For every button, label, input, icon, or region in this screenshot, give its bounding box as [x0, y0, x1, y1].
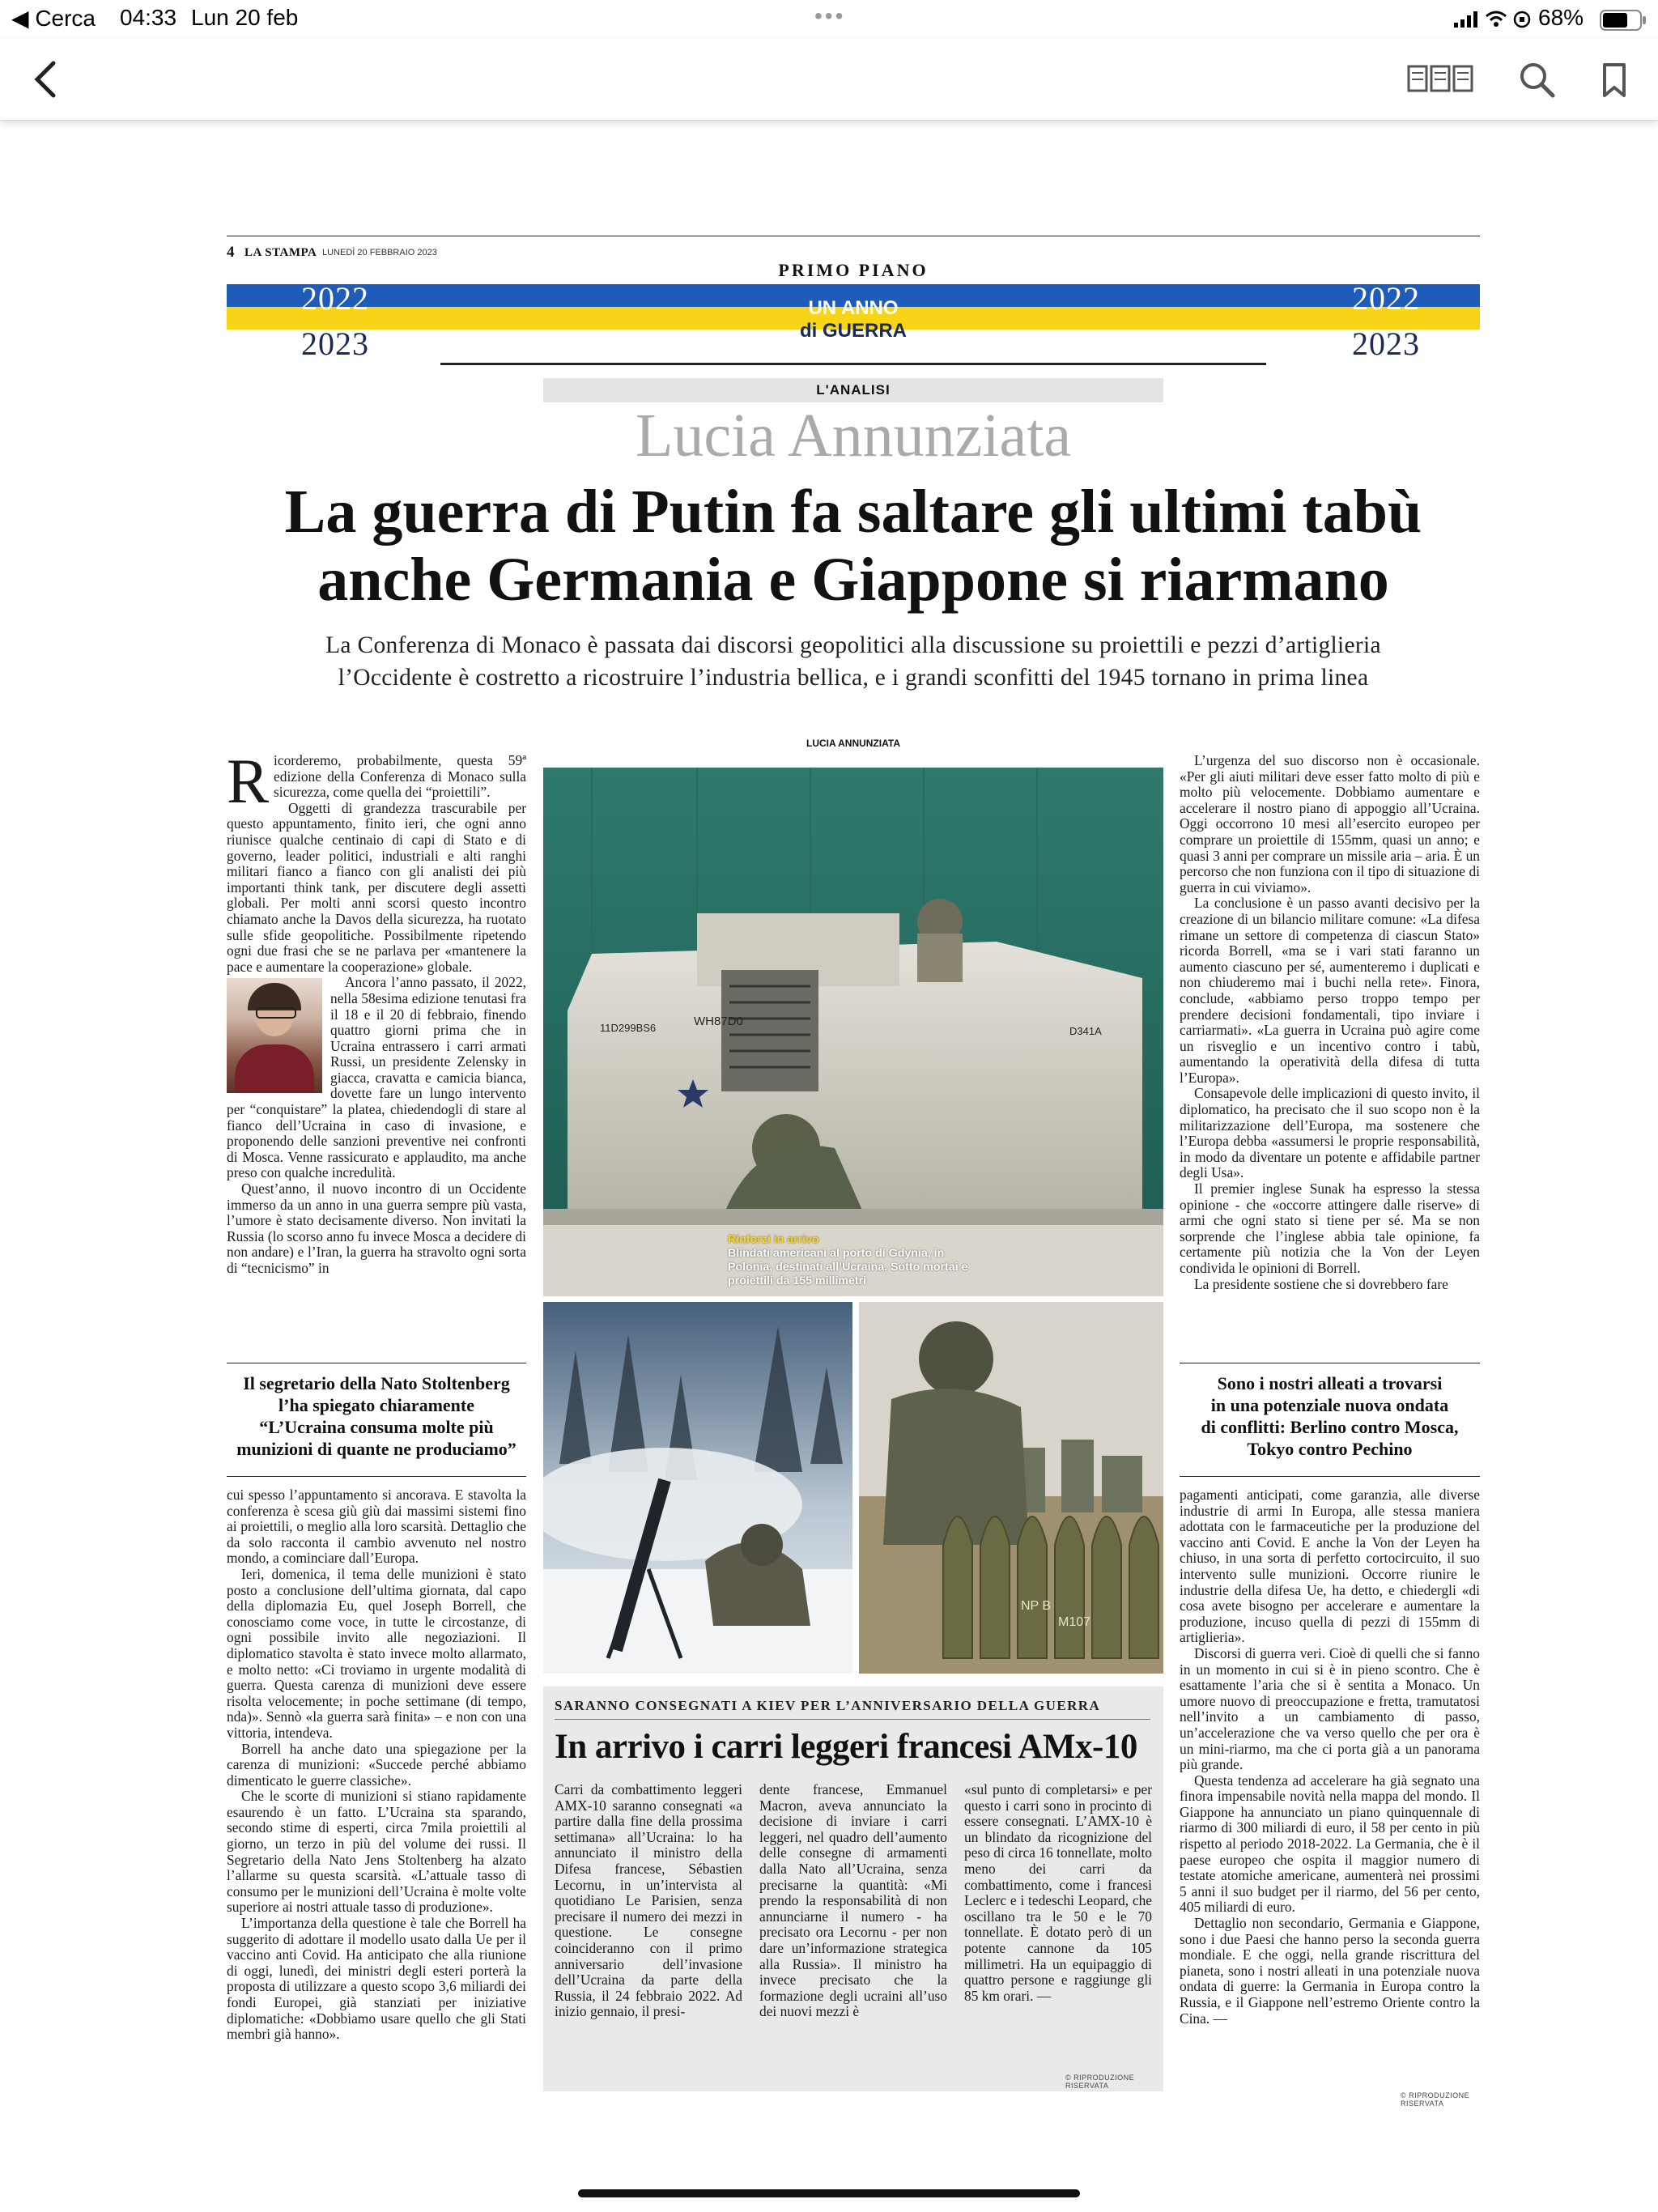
main-photo-armored-vehicle — [543, 768, 1163, 1296]
pull-quote-line: munizioni di quante ne produciamo” — [236, 1439, 517, 1459]
article-column-3-bottom — [1180, 1487, 1480, 2083]
banner-line-1: UN ANNO — [808, 297, 899, 319]
sidebar-column-1: Carri da combattimento leggeri AMX-10 saranno consegnati «a partire dalla fine della prossima settimana» all’Ucraina: lo ha annunciato il ministro della Difesa francese, Sébastien Lecornu, in un’intervista al quotidiano Le Parisien, senza precisare il numero dei mezzi in questione. Le consegne coincideranno con il primo anniversario dell’invasione dell’Ucraina da parte della Russia, il 24 febbraio 2022. Ad inizio gennaio, il presi- — [555, 1782, 742, 2020]
paragraph: Quest’anno, il nuovo incontro di un Occidente immerso da un anno in una guerra sempre più vasta, l’umore è stato decisamente diverso. Non invitati la Russia (lo scorso anno fu invece Mosca a decidere di non andare) e l’Iran, la guerra ha stravolto ogni sorta di “tecnicismo” in — [227, 1180, 526, 1276]
headline-line-2: anche Germania e Giappone si riarmano — [317, 546, 1389, 614]
battery-icon — [1600, 10, 1647, 31]
photo-artillery-shells — [859, 1302, 1163, 1674]
paragraph: Il premier inglese Sunak ha espresso la stessa opinione - che «occorre attingere dalle riserve» di armi che ogni stato si tiene per sé. Ma se non sorprende che l’inglese abbia tale opinione, fa certamente più notizia che la Von der Leyen condivida le opinioni di Borrell. — [1180, 1180, 1480, 1276]
sidebar-headline: In arrivo i carri leggeri francesi AMx-10 — [555, 1728, 1137, 1766]
paragraph: Oggetti di grandezza trascurabile per questo appuntamento, finito ieri, che ogni anno riunisce qualche centinaio di capi di Stato e di governo, leader politici, industriali e alti ranghi militari fianco a fianco con gli analisti dei più importanti think tank, per discutere degli assetti globali. Per molti anni scorsi questo incontro chiamato anche la Davos della sicurezza, ha ruotato sulle sfide geopolitiche. Possibilmente ripetendo ogni due frasi che se ne parlava per «mantenere la pace e aumentare la cooperazione» globale. — [227, 799, 526, 975]
pull-quote-line: Il segretario della Nato Stoltenberg — [243, 1373, 510, 1393]
article-column-1-top — [227, 753, 526, 1279]
paragraph: L’importanza della questione è tale che Borrell ha suggerito di adottare il modello usato dalla Ue per il vaccino anti Covid. Ha anticipato che alla riunione di oggi, lunedì, dei ministri degli esteri porterà la proposta di utilizzare a questo scopo 3,6 miliardi dei fondi Europei, già stanziati per iniziative diplomatiche: «Dobbiamo usare quello che gli Stati membri già hanno». — [227, 1915, 526, 2043]
paragraph: L’urgenza del suo discorso non è occasionale. «Per gli aiuti militari deve esser fatto molto di più e molto più velocemente. Dobbiamo aumentare e accelerare il nostro piano di appoggio all’Ucraina. Oggi occorrono 10 mesi all’esercito europeo per comprare un proiettile di 155mm, quasi un anno; e quasi 3 anni per comprare un missile aria – aria. È un percorso che non funziona con il tipo di situazione di guerra in cui viviamo». — [1180, 753, 1480, 895]
paragraph: pagamenti anticipati, come garanzia, alle diverse industrie di armi In Europa, alle stessa maniera adottata con le farmaceutiche per la produzione del vaccino anti Covid. E anche la Von der Leyen ha chiuso, in una sorta di perfetto cortocircuito, il suo intervento sulle munizioni. Occorre riunire le industrie della difesa Ue, ha detto, e chiedergli «di cosa avete bisogno per accelerare e aumentare la produzione, incuso quella di pezzi di 155mm di artiglieria». — [1180, 1487, 1480, 1646]
sidebar-kicker: SARANNO CONSEGNATI A KIEV PER L’ANNIVERSARIO DELLA GUERRA — [555, 1698, 1101, 1713]
home-indicator[interactable] — [578, 2189, 1080, 2197]
banner-year-right-bottom: 2023 — [1352, 325, 1420, 362]
reader-toolbar — [0, 39, 1658, 121]
wifi-icon — [1485, 10, 1507, 28]
pull-quote-left-bottom-rule — [227, 1476, 526, 1477]
banner-underline — [440, 363, 1266, 365]
deck-line-2: l’Occidente è costretto a ricostruire l’industria bellica, e i grandi sconfitti del 1945 tornano in prima linea — [338, 665, 1369, 691]
masthead: LA STAMPA — [244, 246, 317, 259]
newspaper-page — [227, 231, 1480, 2117]
vehicle-marking: D341A — [1069, 1025, 1102, 1037]
shell-marking: NP B — [1021, 1599, 1052, 1613]
headline — [227, 478, 1480, 614]
photo-caption-text: Blindati americani al porto di Gdynia, in Polonia, destinati all’Ucraina. Sotto mortai e proiettili da 155 millimetri — [728, 1247, 968, 1287]
section-label: PRIMO PIANO — [778, 260, 929, 280]
status-time: 04:33 — [120, 5, 177, 30]
drop-cap: R — [227, 753, 270, 816]
vehicle-marking: WH87D0 — [694, 1015, 743, 1028]
paragraph: La conclusione è un passo avanti decisivo per la creazione di un bilancio militare comune: «La difesa rimane un settore di competenza di ciascun Stato» ricorda Borrell, «ma se i vari stati faranno un aumento ciascuno per sé, aumenteremo i duplicati e non chiuderemo mai i buchi nella rete». Finora, conclude, «abbiamo perso troppo tempo per prendere decisioni fondamentali, tipo inviare i carriarmati». «La guerra in Ucraina può agire come un risveglio e un incentivo contro i tabù, aumentando la operatività della difesa di tutta l’Europa». — [1180, 895, 1480, 1086]
photo-caption — [728, 1233, 971, 1288]
author-name-large: Lucia Annunziata — [635, 402, 1072, 470]
paragraph: Ieri, domenica, il tema delle munizioni è stato posto a conclusione dell’ultima giornata, dal capo della diplomazia Eu, quel Joseph Borrell, che conosciamo come voce, in tutte le circostanze, di ogni possibile invito alle negoziazioni. Il diplomatico stavolta è stato invece molto allarmato, e molto netto: «Ci troviamo in urgente modalità di guerra. Questa carenza di munizioni deve essere risolta velocemente; in poche settimane (di tempo, nda)». Sennò «la guerra sarà finita» – e non con una vittoria, intendeva. — [227, 1565, 526, 1741]
photo-mortar-snow — [543, 1302, 852, 1674]
sidebar-rule — [555, 1719, 1150, 1720]
chevron-left-icon[interactable] — [23, 55, 71, 104]
banner-year-left-top: 2022 — [301, 280, 369, 317]
photo-caption-title: Rinforzi in arrivo — [728, 1233, 819, 1246]
pull-quote-line: Tokyo contro Pechino — [1247, 1439, 1413, 1459]
page-thumbnails-icon[interactable] — [1405, 55, 1475, 104]
deck — [227, 629, 1480, 694]
paragraph: cui spesso l’appuntamento si ancorava. E stavolta la conferenza è scesa giù giù dai massimi sistemi fino ai proiettili, o meglio alla loro scarsità. Dettaglio che da solo racconta il cambio avvenuto nel nostro mondo, a cominciare dall’Europa. — [227, 1487, 526, 1567]
battery-percentage: 68% — [1538, 5, 1584, 30]
paragraph: Questa tendenza ad accelerare ha già segnato una finora impensabile novità nella mappa del mondo. Il Giappone ha annunciato un piano quinquennale di riarmo di 300 miliardi di euro, il 58 per cento in più rispetto al periodo 2018-2022. La Germania, che è il paese europeo che ospita il maggior numero di testate atomiche americane, aumenterà nei prossimi 5 anni il suo budget per il riarmo, del 56 per cento, 405 miliardi di euro. — [1180, 1772, 1480, 1916]
paragraph: Consapevole delle implicazioni di questo invito, il diplomatico, ha precisato che il suo scopo non è la militarizzazione dell’Europa, ma sostenere che l’Europa debba «assumersi le proprie responsabilità, in modo da diventare un potente e affidabile partner degli Usa». — [1180, 1085, 1480, 1181]
multitasking-dots-icon[interactable]: ••• — [814, 3, 846, 28]
sidebar-column-2: dente francese, Emmanuel Macron, aveva annunciato la decisione di inviare i carri leggeri, nel quadro dell’aumento delle consegne di armamenti dalla Nato all’Ucraina, senza precisarne la quantità: «Mi prendo la responsabilità di non annunciarne il numero - ha precisato ora Lecornu - per non dare un’informazione strategica alla Russia». Il ministro ha invece precisato che la formazione degli ucraini all’uso dei nuovi mezzi è — [759, 1782, 947, 2020]
bookmark-icon[interactable] — [1590, 55, 1639, 104]
paragraph: Dettaglio non secondario, Germania e Giappone, sono i due Paesi che hanno perso la seconda guerra mondiale. E che oggi, nella grande riscrittura del pianeta, sono i nostri alleati in una potenziale nuova ondata di guerre: la Germania in Europa contro la Russia, e il Giappone nell’estremo Oriente contro la Cina. — — [1180, 1915, 1480, 2027]
sidebar-copyright-note: © RIPRODUZIONE RISERVATA — [1065, 2074, 1135, 2090]
deck-line-1: La Conferenza di Monaco è passata dai discorsi geopolitici alla discussione su proiettili e pezzi d’artiglieria — [325, 632, 1381, 658]
pull-quote-left — [227, 1372, 526, 1460]
pull-quote-line: “L’Ucraina consuma molte più — [259, 1417, 494, 1437]
status-date: Lun 20 feb — [191, 5, 299, 30]
byline: LUCIA ANNUNZIATA — [806, 738, 900, 749]
pull-quote-line: in una potenziale nuova ondata — [1210, 1395, 1449, 1415]
pull-quote-right — [1180, 1372, 1480, 1460]
article-kicker: L'ANALISI — [543, 378, 1163, 402]
back-to-app-link[interactable]: ◀ Cerca — [11, 6, 96, 31]
banner-year-left-bottom: 2023 — [301, 325, 369, 362]
issue-date: LUNEDÌ 20 FEBBRAIO 2023 — [322, 248, 437, 257]
sidebar-column-3: «sul punto di completarsi» e per questo i carri sono in procinto di essere consegnati. L’AMX-10 è un blindato da ricognizione del peso di circa 16 tonnellate, molto meno dei carri da combattimento, come i francesi Leclerc e i tedeschi Leopard, che oscillano tra le 50 e le 70 tonnellate. È dotato però di un potente cannone da 105 millimetri. Ha un equipaggio di quattro persone e raggiunge gli 85 km orari. — — [964, 1782, 1152, 2004]
sidebar-box — [543, 1687, 1163, 2091]
pull-quote-line: di conflitti: Berlino contro Mosca, — [1201, 1417, 1459, 1437]
article-column-3-top — [1180, 753, 1480, 1362]
banner-line-2: di GUERRA — [800, 320, 907, 342]
paragraph: Discorsi di guerra veri. Cioè di quelli che si fanno in un momento in cui si è in pieno scontro. Che è esattamente l’aria che si è sentita a Monaco. Un umore nuovo di preoccupazione e fretta, tramutatosi nell’invito a un cambiamento di passo, un’accelerazione che va verso quello che per ora è un mini-riarmo, ma che ci porta già a un panorama più grande. — [1180, 1644, 1480, 1773]
vehicle-marking: 11D299BS6 — [600, 1022, 657, 1034]
orientation-lock-icon — [1512, 10, 1532, 29]
author-portrait — [227, 978, 322, 1093]
article-column-1-bottom — [227, 1487, 526, 2111]
paragraph: Borrell ha anche dato una spiegazione per la carenza di munizioni: «Succede perché abbiamo dimenticato le guerre classiche». — [227, 1740, 526, 1789]
paragraph: Ancora l’anno passato, il 2022, nella 58esima edizione tenutasi fra il 18 e il 20 di febbraio, finendo quattro giorni prima che in Ucraina entrassero i carri armati Russi, un presidente Zelensky in giacca, cravatta e camicia bianca, dovette fare un lungo intervento per “conquistare” la platea, chiedendogli di stare al fianco dell’Ucraina in caso di invasione, e proponendo delle sanzioni preventive nei confronti di Mosca. Venne rassicurato e applaudito, ma anche preso con qualche incredulità. — [227, 974, 526, 1181]
cellular-signal-icon — [1454, 11, 1478, 28]
shell-marking: M107 — [1058, 1615, 1091, 1629]
status-bar — [0, 0, 1658, 39]
search-icon[interactable] — [1512, 55, 1561, 104]
pull-quote-line: l’ha spiegato chiaramente — [278, 1395, 474, 1415]
paragraph: La presidente sostiene che si dovrebbero fare — [1194, 1275, 1448, 1292]
pull-quote-right-bottom-rule — [1180, 1476, 1480, 1477]
copyright-note: © RIPRODUZIONE RISERVATA — [1401, 2091, 1470, 2108]
headline-line-1: La guerra di Putin fa saltare gli ultimi tabù — [284, 478, 1422, 546]
banner-year-right-top: 2022 — [1352, 280, 1420, 317]
pull-quote-line: Sono i nostri alleati a trovarsi — [1217, 1373, 1443, 1393]
paragraph: icorderemo, probabilmente, questa 59ª edizione della Conferenza di Monaco sulla sicurezza, come quella dei “proiettili”. — [274, 753, 526, 801]
paragraph: Che le scorte di munizioni si stiano rapidamente esaurendo è un fatto. L’Ucraina sta sparando, secondo stime di esperti, circa 7mila proiettili al giorno, un terzo in più del volume dei russi. Il Segretario della Nato Jens Stoltenberg ha alzato l’allarme su questa scarsità. «L’attuale tasso di consumo per le munizioni dell’Ucraina è molte volte superiore ai nostri attuale tasso di produzione». — [227, 1788, 526, 1916]
page-number: 4 — [227, 244, 235, 261]
